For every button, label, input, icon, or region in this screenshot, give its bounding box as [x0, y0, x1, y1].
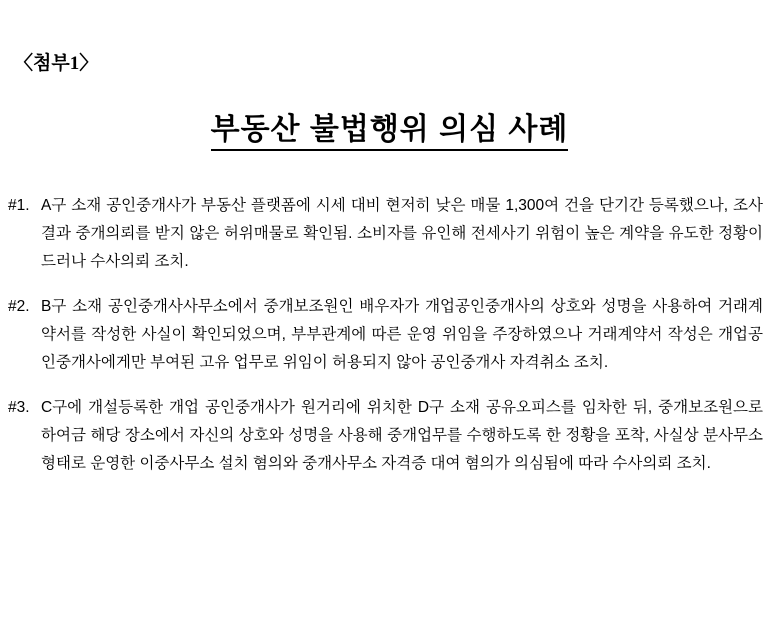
- list-item-text: C구에 개설등록한 개업 공인중개사가 원거리에 위치한 D구 소재 공유오피스를 임차한 뒤, 중개보조원으로 하여금 해당 장소에서 자신의 상호와 성명을 사용해 중개업무를 수행하도록 한 정황을 포착, 사실상 분사무소 형태로 운영한 이중사무소 설치 혐의와 중개사무소 자격증 대여 혐의가 의심됨에 따라 수사의뢰 조치.: [41, 399, 763, 472]
- list-item-text: A구 소재 공인중개사가 부동산 플랫폼에 시세 대비 현저히 낮은 매물 1,300여 건을 단기간 등록했으나, 조사 결과 중개의뢰를 받지 않은 허위매물로 확인됨. 소비자를 유인해 전세사기 위험이 높은 계약을 유도한 정황이 드러나 수사의뢰 조치.: [41, 197, 763, 270]
- list-item: [8, 293, 763, 377]
- list-item-marker: #3.: [8, 399, 30, 416]
- page-title: [0, 104, 779, 148]
- list-item-marker: #1.: [8, 197, 30, 214]
- case-list: [8, 192, 763, 495]
- list-item-marker: #2.: [8, 298, 30, 315]
- list-item-text: B구 소재 공인중개사사무소에서 중개보조원인 배우자가 개업공인중개사의 상호와 성명을 사용하여 거래계약서를 작성한 사실이 확인되었으며, 부부관계에 따른 운영 위임을 주장하였으나 거래계약서 작성은 개업공인중개사에게만 부여된 고유 업무로 위임이 허용되지 않아 공인중개사 자격취소 조치.: [41, 298, 763, 371]
- attachment-label: 〈첨부1〉: [14, 53, 99, 74]
- page-title-text: 부동산 불법행위 의심 사례: [211, 113, 569, 151]
- list-item: [8, 394, 763, 478]
- list-item: [8, 192, 763, 276]
